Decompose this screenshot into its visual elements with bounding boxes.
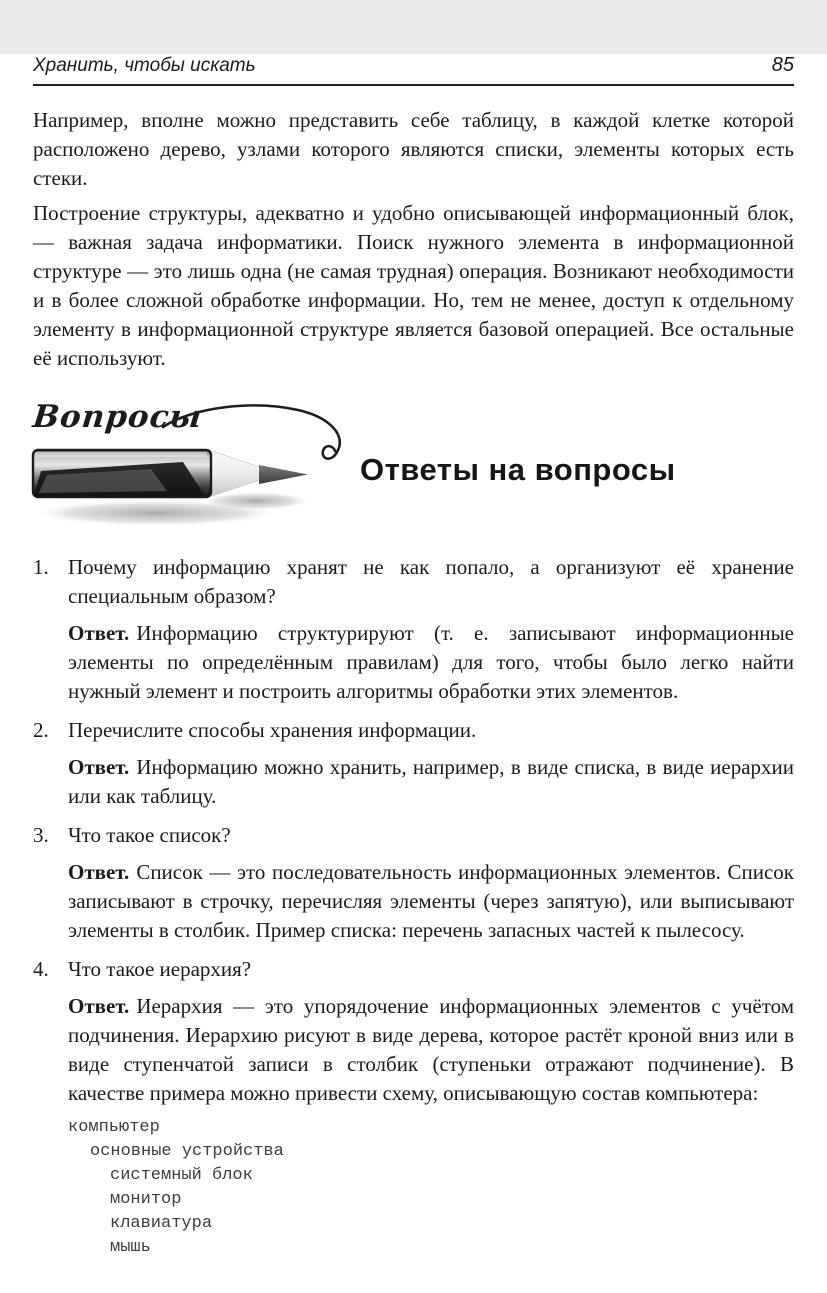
qa-number: 3. xyxy=(33,823,49,847)
qa-answer xyxy=(68,858,794,945)
pencil-icon xyxy=(31,439,331,534)
qa-answer-text: Информацию структурируют (т. е. записывают информационные элементы по определённым правилам) для того, чтобы было легко найти нужный элемент и построить алгоритмы обработки этих элементов. xyxy=(68,621,794,703)
hierarchy-example xyxy=(33,1116,794,1260)
qa-question: Что такое иерархия? xyxy=(68,957,252,981)
qa-answer xyxy=(68,992,794,1108)
hierarchy-line: клавиатура xyxy=(110,1214,213,1233)
page-number: 85 xyxy=(771,54,794,76)
page-header xyxy=(33,54,794,86)
qa-answer xyxy=(68,619,794,706)
qa-item-3 xyxy=(33,821,794,945)
qa-question: Что такое список? xyxy=(68,823,231,847)
qa-answer-text: Иерархия — это упорядочение информационных элементов с учётом подчинения. Иерархию рисуют в виде дерева, которое растёт кроной вниз или в виде ступенчатой записи в столбик (ступеньки отражают подчинение). В качестве примера можно привести схему, описывающую состав компьютера: xyxy=(68,994,794,1105)
qa-answer xyxy=(68,753,794,811)
qa-number: 4. xyxy=(33,957,49,981)
answer-label: Ответ. xyxy=(68,755,130,779)
hierarchy-line: системный блок xyxy=(110,1166,253,1185)
paragraph-2: Построение структуры, адекватно и удобно описывающей информационный блок, — важная задача информатики. Поиск нужного элемента в информационной структуре — это лишь одна (не самая трудная) операция. Возникают необходимости и в более сложной обработке информации. Но, тем не менее, доступ к отдельному элементу в информационной структуре является базовой операцией. Все остальные её используют. xyxy=(33,201,794,370)
qa-item-1 xyxy=(33,553,794,706)
qa-answer-text: Список — это последовательность информационных элементов. Список записывают в строчку, перечисляя элементы (через запятую), или выписывают элементы в столбик. Пример списка: перечень запасных частей к пылесосу. xyxy=(68,860,794,942)
qa-answer-text: Информацию можно хранить, например, в виде списка, в виде иерархии или как таблицу. xyxy=(68,755,794,808)
qa-item-4 xyxy=(33,955,794,1108)
hierarchy-line: мышь xyxy=(110,1238,151,1257)
qa-item-2 xyxy=(33,716,794,811)
qa-question: Перечислите способы хранения информации. xyxy=(68,718,477,742)
header-title: Хранить, чтобы искать xyxy=(33,55,256,76)
hierarchy-line: основные устройства xyxy=(90,1142,284,1161)
qa-list xyxy=(33,553,794,1108)
answer-label: Ответ. xyxy=(68,860,130,884)
book-page xyxy=(0,54,827,1293)
questions-decor-band xyxy=(33,397,794,537)
hierarchy-line: монитор xyxy=(110,1190,182,1209)
answer-label: Ответ. xyxy=(68,994,130,1018)
paragraph-1: Например, вполне можно представить себе таблицу, в каждой клетке которой расположено дерево, узлами которого являются списки, элементы которых есть стеки. xyxy=(33,108,794,190)
questions-script-label: Вопросы xyxy=(31,399,205,435)
section-heading: Ответы на вопросы xyxy=(360,452,676,487)
qa-number: 1. xyxy=(33,555,49,579)
hierarchy-line: компьютер xyxy=(68,1118,160,1137)
qa-question: Почему информацию хранят не как попало, а организуют её хранение специальным образом? xyxy=(68,555,794,608)
qa-number: 2. xyxy=(33,718,49,742)
answer-label: Ответ. xyxy=(68,621,130,645)
